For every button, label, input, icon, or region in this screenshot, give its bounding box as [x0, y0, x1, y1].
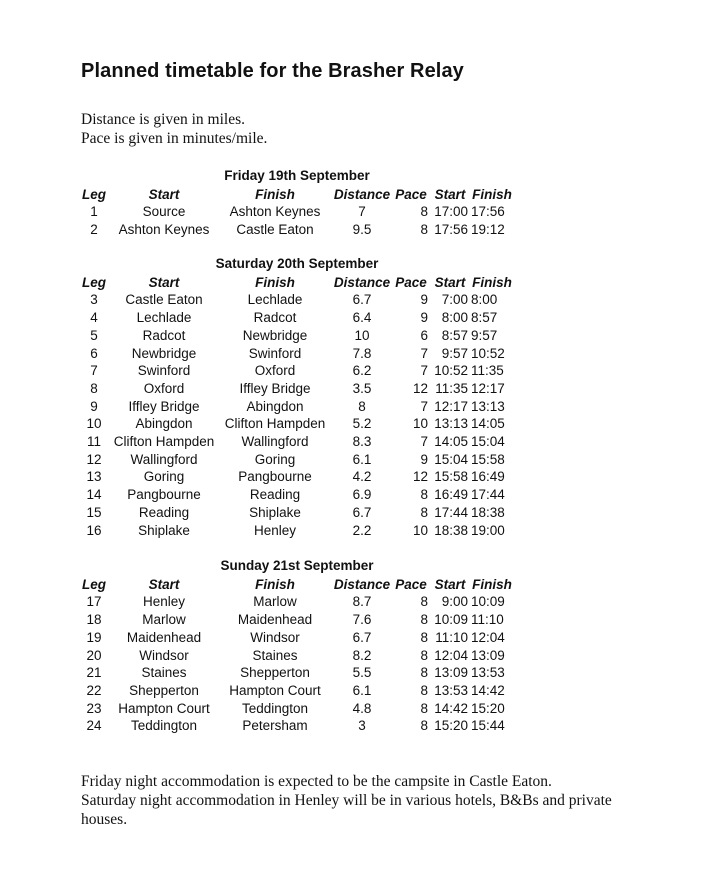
cell-start-time: 17:56	[434, 222, 468, 238]
footer-text	[81, 772, 681, 829]
cell-start: Reading	[138, 504, 190, 520]
cell-pace: 7	[420, 363, 428, 379]
cell-finish-time: 15:58	[471, 451, 505, 467]
cell-start: Source	[142, 204, 186, 220]
cell-start-time: 12:04	[434, 647, 468, 663]
table-row	[0, 700, 709, 718]
cell-start-time: 16:49	[434, 487, 468, 503]
cell-pace: 8	[420, 204, 428, 220]
table-row	[0, 380, 709, 398]
table-row	[0, 468, 709, 486]
table-row	[0, 362, 709, 380]
cell-start: Ashton Keynes	[118, 222, 210, 238]
cell-start-time: 17:44	[434, 504, 468, 520]
cell-leg: 22	[86, 682, 102, 698]
cell-finish-time: 10:52	[471, 345, 505, 361]
cell-finish: Ashton Keynes	[229, 204, 321, 220]
cell-finish: Teddington	[241, 700, 309, 716]
table-header-row	[0, 274, 709, 292]
cell-finish-time: 8:00	[471, 292, 498, 308]
cell-start: Marlow	[142, 612, 186, 628]
column-header-start-time: Start	[434, 274, 466, 290]
cell-distance: 9.5	[352, 222, 372, 238]
cell-start-time: 15:20	[434, 718, 468, 734]
cell-pace: 8	[420, 504, 428, 520]
column-header-finish-time: Finish	[472, 186, 512, 202]
cell-start: Iffley Bridge	[128, 398, 200, 414]
cell-finish: Hampton Court	[229, 682, 321, 698]
table-row	[0, 486, 709, 504]
cell-distance: 7.6	[352, 612, 372, 628]
cell-distance: 6.4	[352, 310, 372, 326]
cell-start-time: 13:53	[434, 682, 468, 698]
cell-leg: 7	[90, 363, 98, 379]
table-row	[0, 415, 709, 433]
cell-start-time: 17:00	[434, 204, 468, 220]
column-header-pace: Pace	[395, 186, 427, 202]
cell-start: Teddington	[130, 718, 198, 734]
cell-start: Radcot	[142, 327, 186, 343]
cell-finish-time: 16:49	[471, 469, 505, 485]
cell-finish: Iffley Bridge	[239, 380, 311, 396]
table-row	[0, 221, 709, 239]
cell-start: Hampton Court	[118, 700, 210, 716]
cell-leg: 17	[86, 594, 102, 610]
cell-finish-time: 17:44	[471, 487, 505, 503]
column-header-start-time: Start	[434, 186, 466, 202]
cell-start: Wallingford	[130, 451, 198, 467]
cell-leg: 15	[86, 504, 102, 520]
cell-distance: 8.7	[352, 594, 372, 610]
cell-distance: 6.1	[352, 682, 372, 698]
cell-start: Staines	[141, 665, 187, 681]
cell-start-time: 8:57	[441, 327, 468, 343]
cell-start-time: 15:04	[434, 451, 468, 467]
column-header-distance: Distance	[333, 576, 391, 592]
cell-start-time: 7:00	[441, 292, 468, 308]
intro-line: Distance is given in miles.	[81, 111, 246, 128]
cell-leg: 1	[90, 204, 98, 220]
cell-distance: 3	[358, 718, 366, 734]
cell-finish-time: 11:10	[471, 612, 504, 628]
cell-leg: 16	[86, 522, 102, 538]
cell-pace: 10	[412, 416, 428, 432]
cell-distance: 8	[358, 398, 366, 414]
column-header-leg: Leg	[82, 186, 107, 202]
cell-start: Goring	[143, 469, 185, 485]
cell-start-time: 13:09	[434, 665, 468, 681]
column-header-start: Start	[148, 576, 180, 592]
cell-distance: 6.2	[352, 363, 372, 379]
table-row	[0, 309, 709, 327]
cell-start: Shepperton	[129, 682, 199, 698]
cell-leg: 23	[86, 700, 102, 716]
cell-finish: Marlow	[253, 594, 297, 610]
cell-leg: 12	[86, 451, 102, 467]
cell-start-time: 12:17	[434, 398, 468, 414]
day-title: Friday 19th September	[224, 168, 370, 183]
cell-start-time: 9:00	[441, 594, 468, 610]
cell-leg: 5	[90, 327, 98, 343]
cell-pace: 9	[420, 451, 428, 467]
cell-distance: 4.8	[352, 700, 372, 716]
cell-start: Maidenhead	[126, 629, 202, 645]
cell-start: Castle Eaton	[125, 292, 203, 308]
cell-start: Pangbourne	[127, 487, 201, 503]
cell-start-time: 11:10	[435, 629, 468, 645]
column-header-finish: Finish	[255, 186, 295, 202]
cell-pace: 10	[412, 522, 428, 538]
cell-pace: 12	[412, 380, 428, 396]
cell-leg: 2	[90, 222, 98, 238]
column-header-finish: Finish	[255, 274, 295, 290]
cell-leg: 18	[86, 612, 102, 628]
cell-finish: Maidenhead	[237, 612, 313, 628]
table-row	[0, 504, 709, 522]
footer-line: houses.	[81, 811, 128, 828]
table-row	[0, 451, 709, 469]
cell-finish: Staines	[252, 647, 298, 663]
cell-distance: 7	[358, 204, 366, 220]
cell-finish: Goring	[254, 451, 296, 467]
cell-pace: 8	[420, 629, 428, 645]
cell-pace: 6	[420, 327, 428, 343]
cell-start: Shiplake	[138, 522, 190, 538]
cell-distance: 3.5	[352, 380, 372, 396]
cell-distance: 6.1	[352, 451, 372, 467]
cell-pace: 7	[420, 398, 428, 414]
cell-pace: 12	[412, 469, 428, 485]
cell-finish-time: 14:05	[471, 416, 505, 432]
cell-start-time: 18:38	[434, 522, 468, 538]
cell-start-time: 14:42	[434, 700, 468, 716]
cell-finish-time: 15:20	[471, 700, 505, 716]
cell-finish: Swinford	[248, 345, 302, 361]
cell-distance: 8.2	[352, 647, 372, 663]
cell-finish-time: 9:57	[471, 327, 498, 343]
cell-finish: Shiplake	[249, 504, 301, 520]
table-row	[0, 522, 709, 540]
cell-start-time: 10:09	[434, 612, 468, 628]
cell-finish: Newbridge	[242, 327, 308, 343]
cell-pace: 8	[420, 665, 428, 681]
table-header-row	[0, 576, 709, 594]
cell-pace: 8	[420, 700, 428, 716]
cell-leg: 20	[86, 647, 102, 663]
cell-finish-time: 11:35	[471, 363, 504, 379]
cell-finish-time: 15:44	[471, 718, 505, 734]
column-header-start-time: Start	[434, 576, 466, 592]
column-header-start: Start	[148, 274, 180, 290]
column-header-pace: Pace	[395, 274, 427, 290]
cell-finish: Abingdon	[246, 398, 304, 414]
cell-distance: 6.7	[352, 629, 372, 645]
cell-finish-time: 12:17	[471, 380, 505, 396]
column-header-pace: Pace	[395, 576, 427, 592]
intro-text	[81, 110, 267, 148]
table-row	[0, 682, 709, 700]
cell-distance: 6.7	[352, 292, 372, 308]
cell-leg: 6	[90, 345, 98, 361]
cell-start-time: 9:57	[441, 345, 468, 361]
table-row	[0, 629, 709, 647]
cell-pace: 8	[420, 718, 428, 734]
cell-finish: Windsor	[250, 629, 300, 645]
cell-finish: Henley	[253, 522, 297, 538]
cell-distance: 4.2	[352, 469, 372, 485]
cell-leg: 14	[86, 487, 102, 503]
cell-pace: 7	[420, 434, 428, 449]
cell-distance: 10	[354, 327, 370, 343]
cell-start-time: 8:00	[441, 310, 468, 326]
cell-finish: Pangbourne	[238, 469, 312, 485]
cell-finish-time: 8:57	[471, 310, 498, 326]
table-row	[0, 433, 709, 451]
column-header-finish: Finish	[255, 576, 295, 592]
cell-pace: 9	[420, 292, 428, 308]
cell-pace: 8	[420, 487, 428, 503]
column-header-distance: Distance	[333, 186, 391, 202]
cell-leg: 24	[86, 718, 102, 734]
column-header-distance: Distance	[333, 274, 391, 290]
cell-finish: Clifton Hampden	[224, 416, 326, 432]
cell-finish: Petersham	[242, 718, 308, 734]
table-row	[0, 291, 709, 309]
cell-leg: 19	[86, 629, 102, 645]
cell-finish: Radcot	[253, 310, 297, 326]
cell-start-time: 13:13	[434, 416, 468, 432]
cell-finish-time: 14:42	[471, 682, 505, 698]
cell-distance: 2.2	[352, 522, 372, 538]
cell-finish-time: 13:13	[471, 398, 505, 414]
cell-start: Newbridge	[131, 345, 197, 361]
footer-line: Friday night accommodation is expected to be the campsite in Castle Eaton.	[81, 773, 552, 790]
cell-finish: Shepperton	[240, 665, 310, 681]
cell-leg: 3	[90, 292, 98, 308]
cell-pace: 8	[420, 222, 428, 238]
cell-finish-time: 19:00	[471, 522, 505, 538]
cell-finish-time: 17:56	[471, 204, 505, 220]
column-header-finish-time: Finish	[472, 274, 512, 290]
column-header-finish-time: Finish	[472, 576, 512, 592]
cell-finish-time: 12:04	[471, 629, 505, 645]
cell-pace: 8	[420, 647, 428, 663]
cell-leg: 4	[90, 310, 98, 326]
cell-start-time: 14:05	[434, 434, 468, 449]
footer-line: Saturday night accommodation in Henley will be in various hotels, B&Bs and private	[81, 792, 612, 809]
table-row	[0, 664, 709, 682]
cell-finish-time: 13:09	[471, 647, 505, 663]
cell-start-time: 10:52	[434, 363, 468, 379]
table-row	[0, 611, 709, 629]
cell-leg: 8	[90, 380, 98, 396]
cell-pace: 8	[420, 682, 428, 698]
table-row	[0, 717, 709, 735]
cell-finish: Lechlade	[247, 292, 303, 308]
cell-finish: Oxford	[254, 363, 296, 379]
cell-start-time: 11:35	[435, 380, 468, 396]
cell-start: Abingdon	[135, 416, 193, 432]
cell-finish-time: 15:04	[471, 434, 505, 449]
table-row	[0, 593, 709, 611]
cell-distance: 5.2	[352, 416, 372, 432]
cell-pace: 9	[420, 310, 428, 326]
table-row	[0, 203, 709, 221]
intro-line: Pace is given in minutes/mile.	[81, 130, 268, 147]
table-row	[0, 345, 709, 363]
cell-finish: Wallingford	[241, 434, 309, 449]
cell-leg: 21	[86, 665, 102, 681]
cell-start: Swinford	[137, 363, 191, 379]
cell-distance: 6.9	[352, 487, 372, 503]
cell-pace: 8	[420, 594, 428, 610]
cell-finish: Castle Eaton	[236, 222, 314, 238]
table-row	[0, 327, 709, 345]
cell-start: Lechlade	[136, 310, 192, 326]
cell-distance: 6.7	[352, 504, 372, 520]
cell-distance: 7.8	[352, 345, 372, 361]
cell-pace: 7	[420, 345, 428, 361]
table-header-row	[0, 186, 709, 204]
table-row	[0, 398, 709, 416]
cell-finish-time: 18:38	[471, 504, 505, 520]
table-row	[0, 647, 709, 665]
cell-leg: 9	[90, 398, 98, 414]
cell-finish-time: 13:53	[471, 665, 505, 681]
column-header-start: Start	[148, 186, 180, 202]
cell-finish-time: 19:12	[471, 222, 505, 238]
cell-start: Windsor	[139, 647, 189, 663]
cell-start: Clifton Hampden	[113, 434, 215, 449]
cell-distance: 8.3	[352, 434, 372, 449]
cell-finish-time: 10:09	[471, 594, 505, 610]
column-header-leg: Leg	[82, 576, 107, 592]
cell-leg: 11	[86, 434, 101, 449]
day-title: Saturday 20th September	[215, 256, 379, 271]
cell-distance: 5.5	[352, 665, 372, 681]
cell-start-time: 15:58	[434, 469, 468, 485]
page-title: Planned timetable for the Brasher Relay	[81, 60, 464, 82]
cell-finish: Reading	[249, 487, 301, 503]
day-title: Sunday 21st September	[220, 558, 374, 573]
cell-start: Oxford	[143, 380, 185, 396]
cell-start: Henley	[142, 594, 186, 610]
cell-leg: 13	[86, 469, 102, 485]
cell-pace: 8	[420, 612, 428, 628]
cell-leg: 10	[86, 416, 102, 432]
column-header-leg: Leg	[82, 274, 107, 290]
